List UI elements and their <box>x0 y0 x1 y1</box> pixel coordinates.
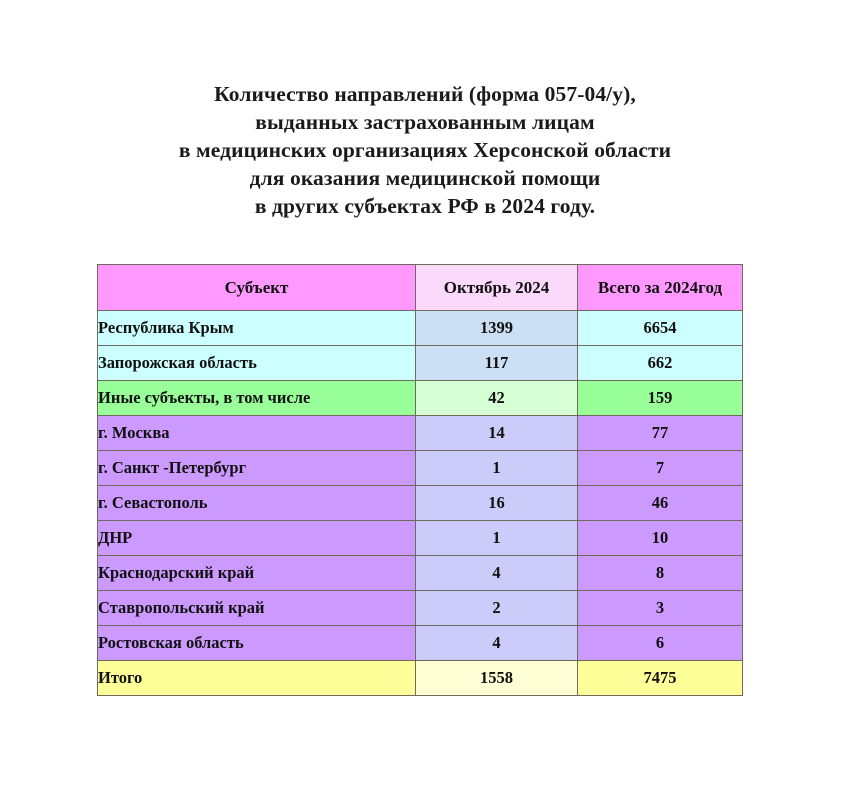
cell-total-value: 662 <box>578 346 743 381</box>
cell-subject: г. Севастополь <box>98 486 416 521</box>
cell-month-value: 1 <box>416 451 578 486</box>
table-header <box>98 265 743 311</box>
cell-month-value: 117 <box>416 346 578 381</box>
title-line-4: для оказания медицинской помощи <box>249 166 601 190</box>
cell-subject: Краснодарский край <box>98 556 416 591</box>
cell-subject: Запорожская область <box>98 346 416 381</box>
table-row <box>98 311 743 346</box>
cell-subject: ДНР <box>98 521 416 556</box>
table-row <box>98 661 743 696</box>
cell-month-value: 42 <box>416 381 578 416</box>
cell-subject: Ставропольский край <box>98 591 416 626</box>
cell-total-value: 6654 <box>578 311 743 346</box>
column-header-subject: Субъект <box>98 265 416 311</box>
title-line-1: Количество направлений (форма 057-04/у), <box>214 82 636 106</box>
table-row <box>98 626 743 661</box>
table-row <box>98 486 743 521</box>
cell-subject: г. Санкт -Петербург <box>98 451 416 486</box>
cell-subject: Республика Крым <box>98 311 416 346</box>
table-row <box>98 591 743 626</box>
cell-month-value: 4 <box>416 556 578 591</box>
cell-subject: г. Москва <box>98 416 416 451</box>
cell-month-value: 1558 <box>416 661 578 696</box>
cell-total-value: 77 <box>578 416 743 451</box>
column-header-total: Всего за 2024год <box>578 265 743 311</box>
page-title <box>0 80 850 220</box>
cell-total-value: 7 <box>578 451 743 486</box>
table-header-row <box>98 265 743 311</box>
cell-month-value: 2 <box>416 591 578 626</box>
cell-month-value: 16 <box>416 486 578 521</box>
cell-total-value: 3 <box>578 591 743 626</box>
cell-subject: Ростовская область <box>98 626 416 661</box>
title-line-5: в других субъектах РФ в 2024 году. <box>254 194 596 218</box>
table-row <box>98 416 743 451</box>
table-row <box>98 556 743 591</box>
cell-total-value: 6 <box>578 626 743 661</box>
column-header-month: Октябрь 2024 <box>416 265 578 311</box>
table-row <box>98 381 743 416</box>
title-line-3: в медицинских организациях Херсонской области <box>178 138 672 162</box>
cell-total-value: 7475 <box>578 661 743 696</box>
table-body <box>98 311 743 696</box>
table-row <box>98 451 743 486</box>
referrals-table <box>97 264 743 696</box>
title-line-2: выданных застрахованным лицам <box>255 110 595 134</box>
table-row <box>98 521 743 556</box>
cell-month-value: 1399 <box>416 311 578 346</box>
cell-total-value: 159 <box>578 381 743 416</box>
cell-total-value: 46 <box>578 486 743 521</box>
cell-month-value: 1 <box>416 521 578 556</box>
cell-subject: Иные субъекты, в том числе <box>98 381 416 416</box>
cell-month-value: 14 <box>416 416 578 451</box>
cell-total-value: 10 <box>578 521 743 556</box>
cell-total-value: 8 <box>578 556 743 591</box>
table-row <box>98 346 743 381</box>
cell-subject: Итого <box>98 661 416 696</box>
cell-month-value: 4 <box>416 626 578 661</box>
